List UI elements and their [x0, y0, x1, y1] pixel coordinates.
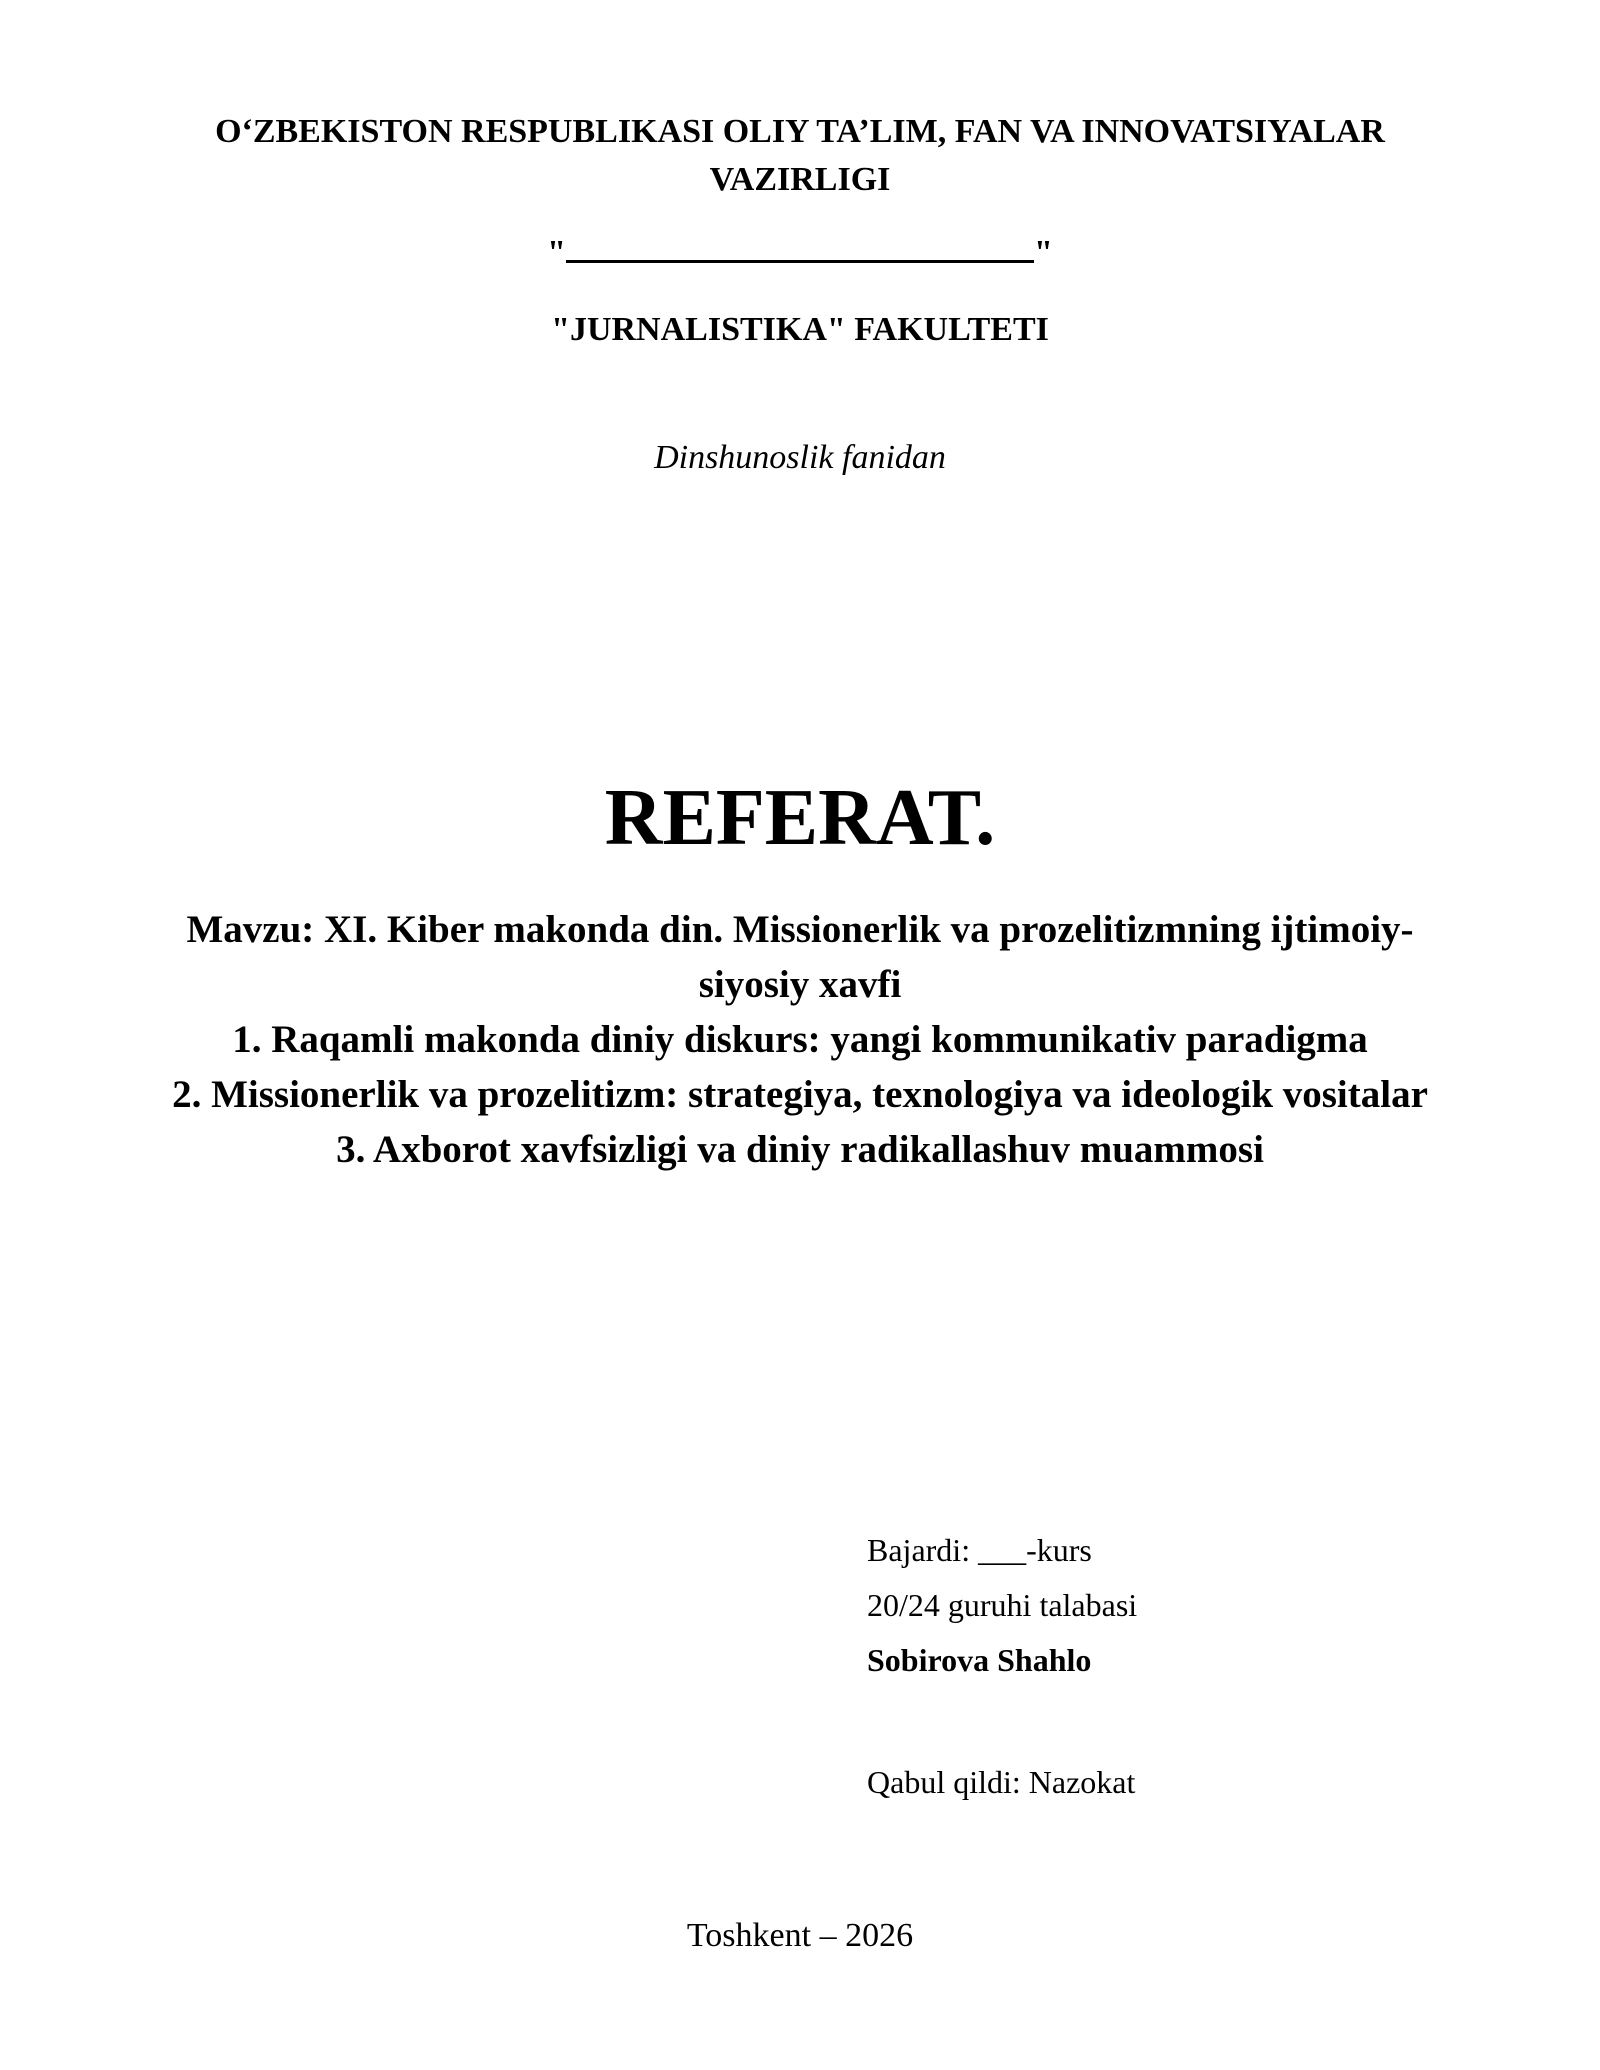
- document-title: REFERAT.: [604, 774, 996, 862]
- topic-item-2: 2. Missionerlik va prozelitizm: strategiya, texnologiya va ideologik vositalar: [172, 1073, 1428, 1116]
- university-name-blank: [0, 230, 1600, 273]
- student-name: Sobirova Shahlo: [867, 1642, 1092, 1678]
- accepted-by-line: Qabul qildi: Nazokat: [867, 1764, 1136, 1800]
- faculty-heading: "JURNALISTIKA" FAKULTETI: [551, 311, 1049, 348]
- open-quote: ": [547, 234, 566, 271]
- topic-item-1: 1. Raqamli makonda diniy diskurs: yangi kommunikativ paradigma: [232, 1018, 1368, 1061]
- group-line: 20/24 guruhi talabasi: [867, 1587, 1138, 1623]
- topic-item-3: 3. Axborot xavfsizligi va diniy radikallashuv muammosi: [336, 1128, 1264, 1171]
- subject-line: Dinshunoslik fanidan: [654, 439, 946, 476]
- ministry-heading: [0, 108, 1600, 204]
- close-quote: ": [1034, 234, 1053, 271]
- performed-by-line: Bajardi: ___-kurs: [867, 1532, 1092, 1568]
- blank-underline: [566, 230, 1034, 263]
- ministry-line-1: O‘ZBEKISTON RESPUBLIKASI OLIY TA’LIM, FAN VA INNOVATSIYALAR: [215, 113, 1385, 150]
- topic-line-1: Mavzu: XI. Kiber makonda din. Missionerlik va prozelitizmning ijtimoiy-: [186, 908, 1414, 951]
- ministry-line-2: VAZIRLIGI: [709, 161, 891, 198]
- topic-block: [0, 902, 1600, 1177]
- topic-line-2: siyosiy xavfi: [698, 963, 902, 1006]
- city-year: Toshkent – 2026: [686, 1917, 914, 1954]
